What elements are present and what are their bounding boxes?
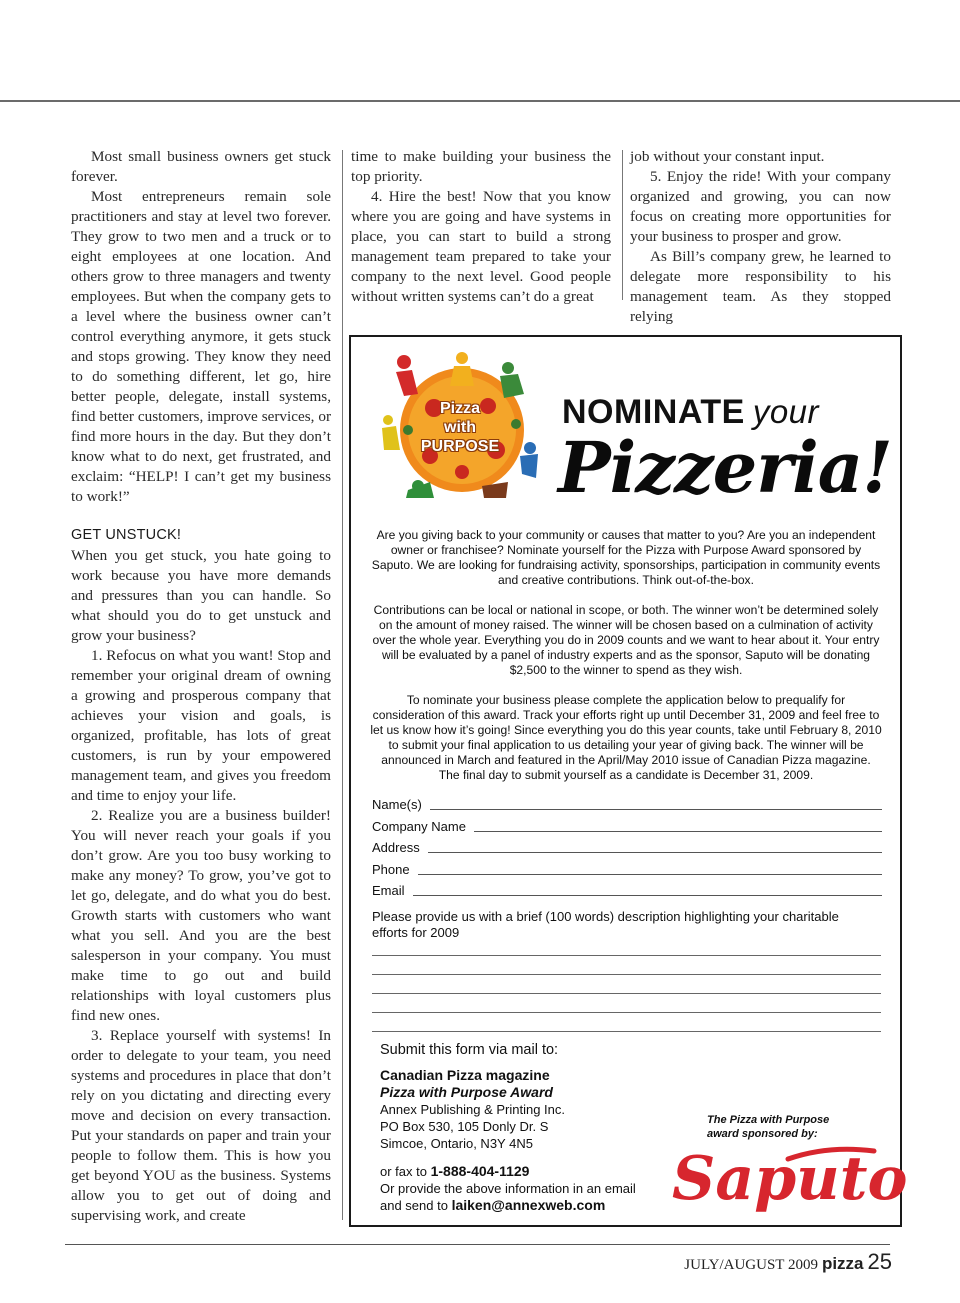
description-line[interactable] — [372, 974, 881, 975]
sponsor-label-line: award sponsored by: — [707, 1128, 818, 1140]
article-paragraph: Most entrepreneurs remain sole practitioners and stay at level two forever. They grow to two men and a truck or to eight employees at one location. And others grow to three managers and twenty employees. But when the company gets to a level where the business owner can’t control everything anymore, it gets stuck and stops growing. They know they need to do something different, let go, hire better people, delegate, install systems, find better customers, improve services, or find more hours in the day. But they don’t know what to do next, get frustrated, and exclaim: “HELP! I can’t get my business to work!” — [71, 188, 331, 505]
article-column-3 — [630, 147, 891, 327]
name-label: Name(s) — [372, 797, 422, 812]
ad-paragraph-2: Contributions can be local or national in scope, or both. The winner won’t be determined solely on the amount of money raised. The winner will be chosen based on a culmination of activity over the whole year. Everything you do in 2009 counts and we want to hear about it. Your entry will be evaluated by a panel of industry experts and as the sponsor, Saputo will be donating $2,500 to the winner to spend as they wish. — [372, 603, 880, 677]
fax-prefix: or fax to — [380, 1164, 427, 1179]
logo-text-line: Pizza — [439, 400, 480, 417]
article-paragraph: 4. Hire the best! Now that you know where you are going and have systems in place, you can start to build a strong management team prepared to take your company to the next level. Good people without written systems can’t do a great — [351, 188, 611, 305]
article-paragraph: 1. Refocus on what you want! Stop and remember your original dream of owning a growing and prosperous company that achieves your vision and goals, is organized, profitable, has lots of great customers, is run by your empowered management team, and gives you freedom and time to enjoy your life. — [71, 647, 331, 804]
description-label: Please provide us with a brief (100 words) description highlighting your charitable efforts for 2009 — [372, 909, 839, 940]
form-row-email — [372, 880, 882, 898]
article-paragraph: 3. Replace yourself with systems! In order to delegate to your team, you need systems and procedures in place that don’t rely on you dictating and directing every move and decision on every transaction. Put your standards on paper and train your people to follow them. This is how you get beyond YOU as the business. Systems allow you to get out of doing and supervising work, and create — [71, 1027, 331, 1224]
article-column-1 — [71, 147, 331, 1226]
phone-field[interactable] — [418, 874, 882, 875]
page-number: 25 — [867, 1249, 892, 1274]
address-label: Address — [372, 840, 420, 855]
address-city: Simcoe, Ontario, N3Y 4N5 — [380, 1136, 533, 1151]
ad-paragraph-1: Are you giving back to your community or causes that matter to you? Are you an independent owner or franchisee? Nominate yourself for the Pizza with Purpose Award sponsored by Saputo. We are looking for fundraising activity, sponsorships, participation in community events and creative contributions. Think out-of-the-box. — [371, 528, 881, 587]
email-address[interactable]: laiken@annexweb.com — [451, 1197, 606, 1213]
submit-heading: Submit this form via mail to: — [380, 1042, 559, 1058]
description-line[interactable] — [372, 955, 881, 956]
form-row-company — [372, 816, 882, 834]
description-line[interactable] — [372, 1031, 881, 1032]
company-field[interactable] — [474, 831, 882, 832]
email-field[interactable] — [413, 895, 882, 896]
email-label: Email — [372, 883, 405, 898]
article-paragraph: 5. Enjoy the ride! With your company organized and growing, you can now focus on creating more opportunities for your business to prosper and grow. — [630, 168, 891, 245]
form-row-address — [372, 837, 882, 855]
footer-issue: JULY/AUGUST 2009 — [684, 1257, 818, 1273]
address-publisher: Annex Publishing & Printing Inc. — [380, 1102, 565, 1117]
column-divider — [342, 150, 343, 1220]
company-label: Company Name — [372, 819, 466, 834]
address-field[interactable] — [428, 852, 882, 853]
email-prefix: and send to — [380, 1198, 448, 1213]
article-paragraph: 2. Realize you are a business builder! You will never reach your goals if you don’t grow. Are you too busy working to make any money? To grow, you’ve got to let go, delegate, and do what you do best. Growth starts with customers who want what you sell. And you are the best salesperson in your company. You must make time to go out and build relationships with loyal customers plus find new ones. — [71, 807, 331, 1024]
logo-text-line: with — [444, 419, 476, 436]
contact-info — [380, 1163, 636, 1214]
saputo-logo-text: Saputo — [672, 1144, 908, 1214]
article-paragraph: time to make building your business the top priority. — [351, 148, 611, 185]
address-org: Canadian Pizza magazine — [380, 1067, 550, 1083]
page-footer — [684, 1249, 892, 1275]
ad-title-script: Pizzeria! — [558, 426, 892, 509]
ad-title-your: your — [752, 393, 820, 430]
address-award: Pizza with Purpose Award — [380, 1084, 553, 1100]
description-line[interactable] — [372, 993, 881, 994]
form-row-name — [372, 794, 882, 812]
section-subhead: GET UNSTUCK! — [71, 527, 182, 543]
logo-text — [410, 399, 510, 456]
email-instruction: Or provide the above information in an email — [380, 1181, 636, 1196]
ad-paragraph-3: To nominate your business please complete the application below to prequalify for consideration of this award. Track your efforts right up until December 31, 2009 and feel free to let us know how it’s going! Since everything you do this year counts, take until February 8, 2010 to submit your final application to us detailing your year of giving back. The winner will be announced in March and featured in the April/May 2010 issue of Canadian Pizza magazine. The final day to submit yourself as a candidate is December 31, 2009. — [370, 693, 882, 782]
column-divider — [622, 150, 623, 300]
article-paragraph: job without your constant input. — [630, 148, 825, 165]
top-rule — [0, 100, 960, 102]
article-paragraph: Most small business owners get stuck forever. — [71, 148, 331, 185]
bottom-rule — [65, 1244, 890, 1245]
article-paragraph: As Bill’s company grew, he learned to delegate more responsibility to his management team. As they stopped relying — [630, 248, 891, 325]
saputo-logo — [668, 1137, 908, 1217]
logo-text-line: PURPOSE — [420, 438, 500, 455]
article-column-2 — [351, 147, 611, 307]
article-paragraph: When you get stuck, you hate going to work because you have more demands and pressures than you can handle. So what should you do to get unstuck and grow your business? — [71, 547, 331, 644]
sponsor-label-line: The Pizza with Purpose — [707, 1114, 830, 1126]
description-line[interactable] — [372, 1012, 881, 1013]
mailing-address — [380, 1067, 565, 1152]
fax-number: 1-888-404-1129 — [430, 1163, 530, 1179]
footer-magazine: pizza — [821, 1254, 864, 1273]
ad-title-nominate: NOMINATE — [562, 393, 745, 431]
address-street: PO Box 530, 105 Donly Dr. S — [380, 1119, 549, 1134]
phone-label: Phone — [372, 862, 410, 877]
form-row-phone — [372, 859, 882, 877]
name-field[interactable] — [430, 809, 882, 810]
